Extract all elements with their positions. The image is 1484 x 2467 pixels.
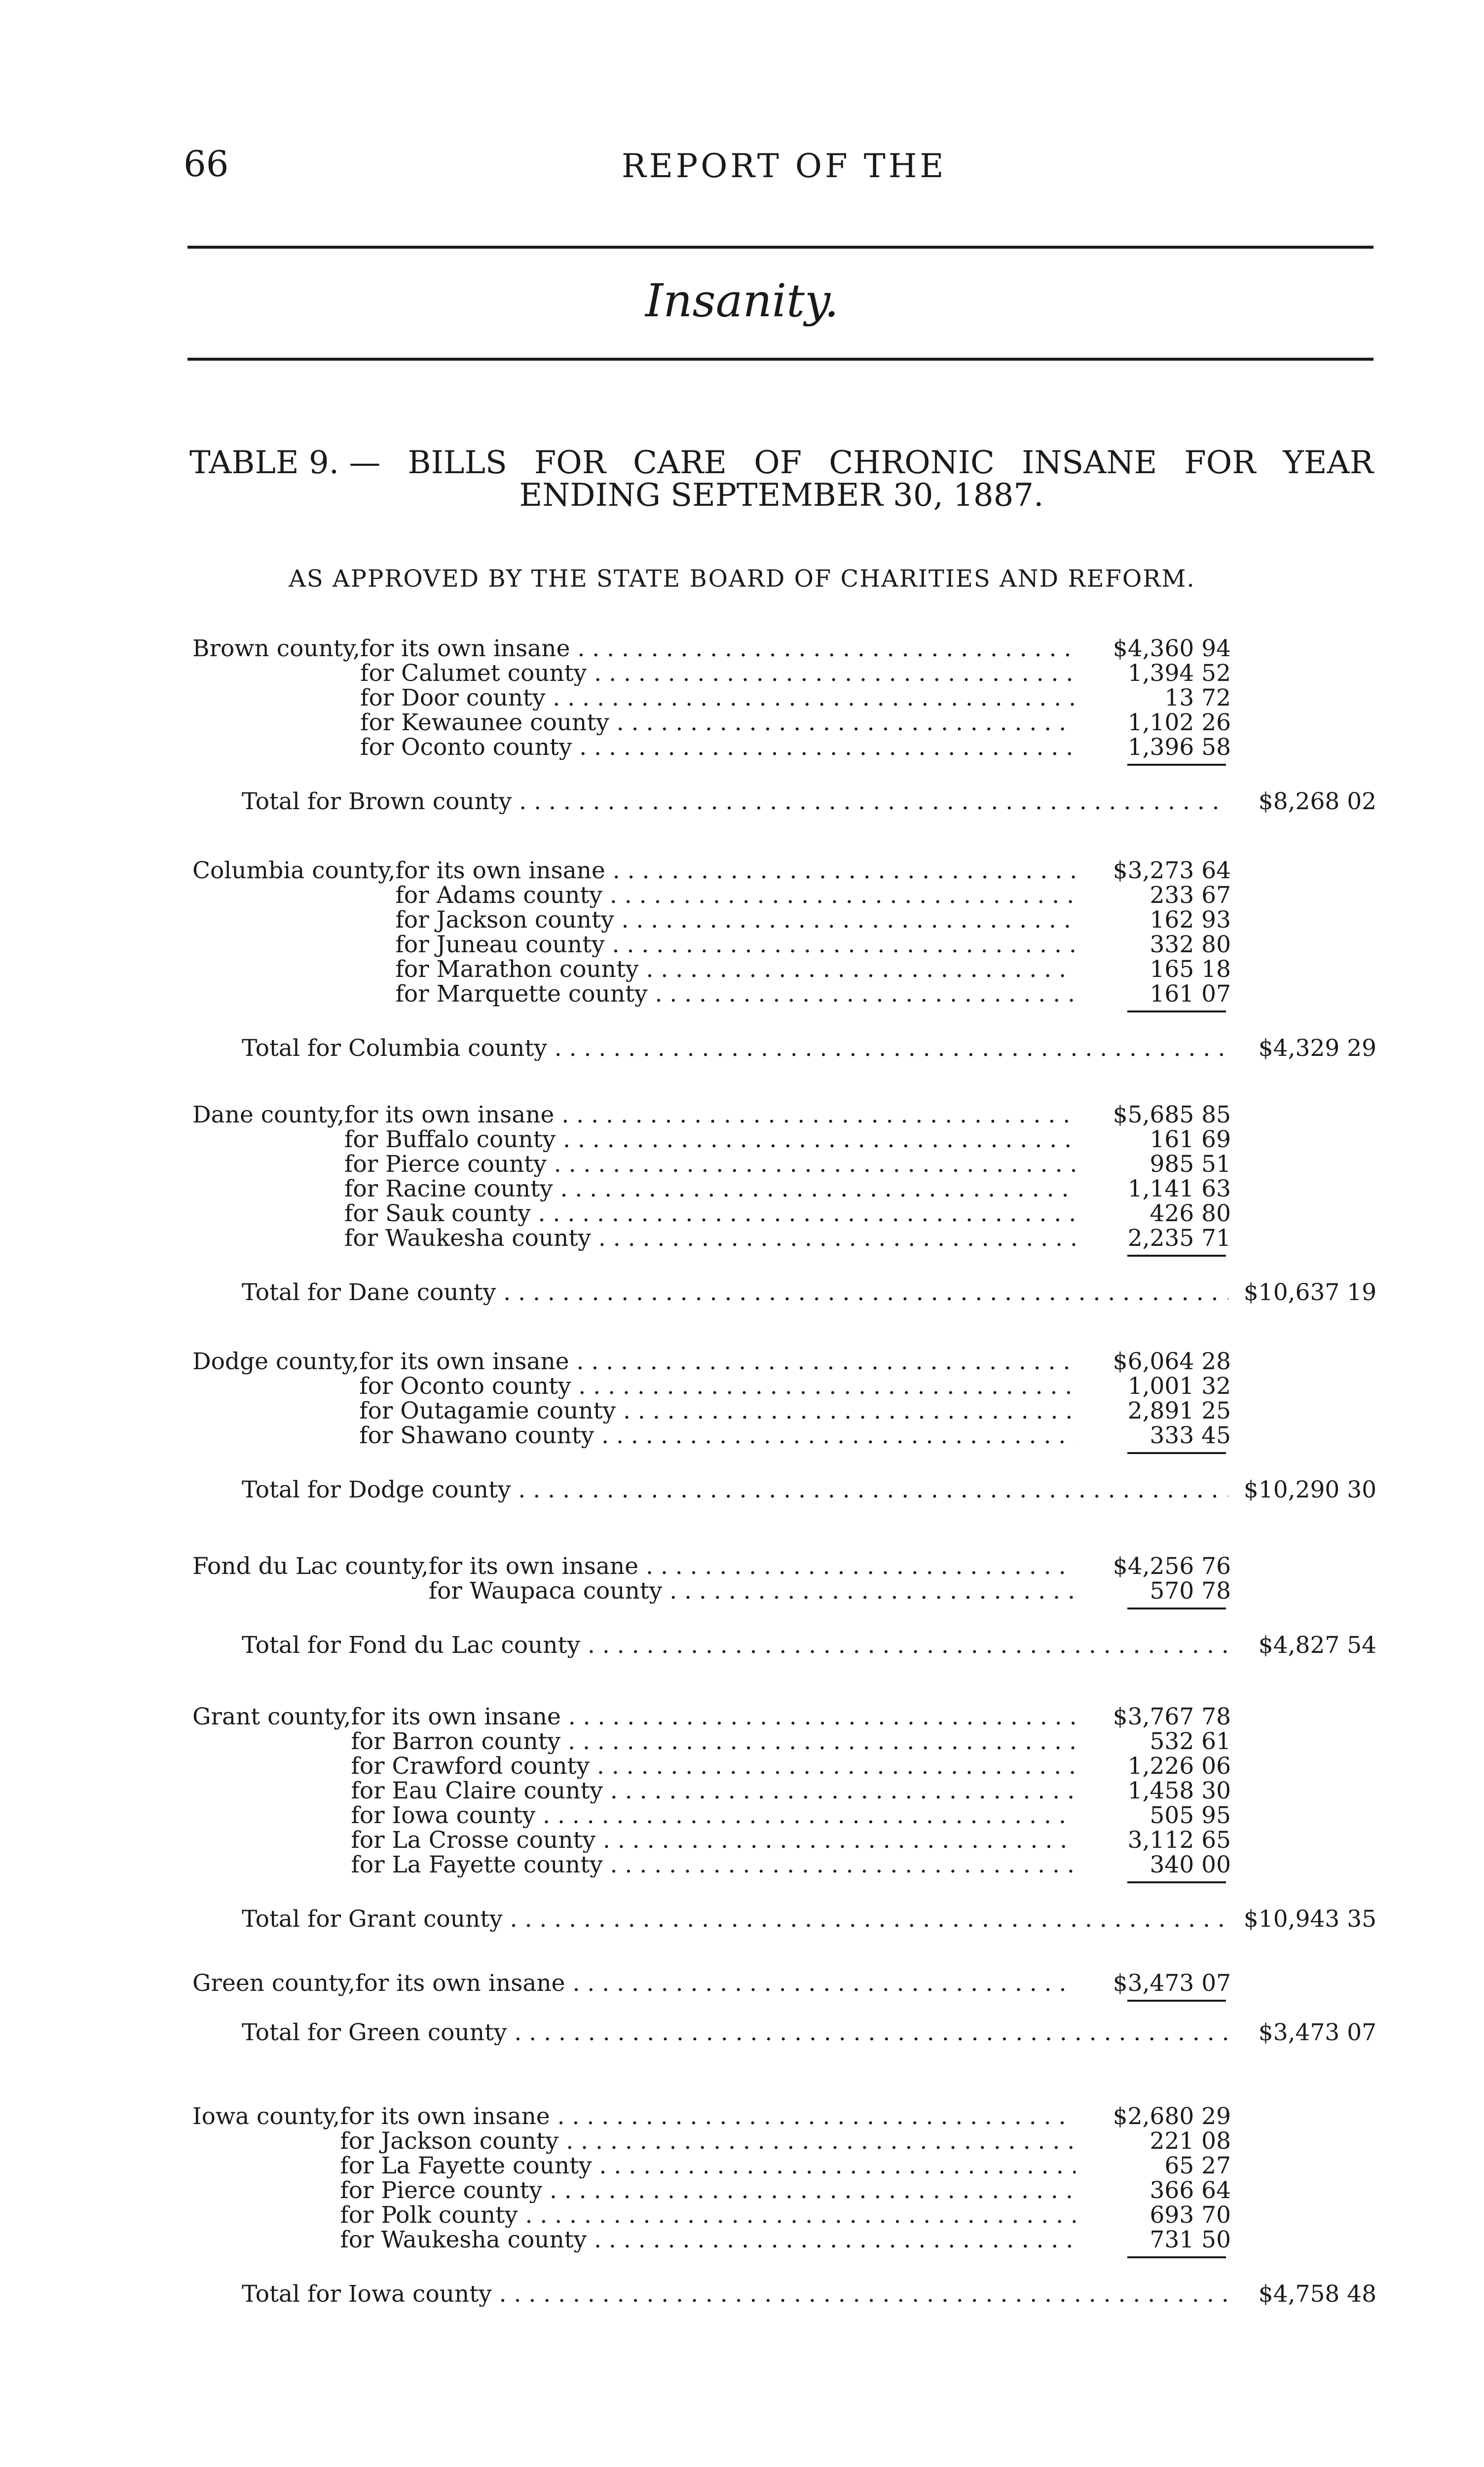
- county-line-item: [0, 661, 1484, 686]
- page-number: 66: [184, 143, 229, 185]
- county-line-item: [0, 1201, 1484, 1226]
- table-title-word: FOR: [1184, 445, 1256, 481]
- line-item-label: for Waupaca county . . .: [429, 1579, 1076, 1604]
- line-item-amount: $3,273 64: [1113, 857, 1231, 884]
- county-line-item: [0, 1127, 1484, 1152]
- line-item-amount: 1,001 32: [1127, 1373, 1231, 1400]
- county-name: Columbia county,: [192, 857, 396, 884]
- line-item-amount: $5,685 85: [1113, 1101, 1231, 1128]
- county-line-item: [0, 1579, 1484, 1604]
- line-item-amount: 1,394 52: [1127, 660, 1231, 687]
- total-label: Total for Columbia county . . .: [242, 1036, 1228, 1061]
- line-item-amount: 1,396 58: [1127, 734, 1231, 761]
- line-item-label: for Waukesha county . . .: [344, 1226, 1076, 1251]
- county-line-item: [0, 1729, 1484, 1754]
- county-total-row: [0, 1907, 1484, 1932]
- county-total-row: [0, 1478, 1484, 1502]
- line-item-label: for its own insane . . .: [359, 1349, 1076, 1374]
- county-line-item: [0, 1554, 1484, 1579]
- total-label: Total for Grant county . . .: [242, 1907, 1228, 1932]
- county-line-item: [0, 1152, 1484, 1177]
- line-item-label: for Oconto county . . .: [360, 735, 1076, 760]
- county-line-item: [0, 933, 1484, 957]
- line-item-label: for its own insane . . .: [351, 1705, 1076, 1729]
- county-total-row: [0, 1280, 1484, 1305]
- total-amount: $4,329 29: [1258, 1035, 1376, 1062]
- line-item-label: for La Crosse county . . .: [351, 1828, 1076, 1853]
- line-item-label: for Calumet county . . .: [360, 661, 1076, 686]
- table-subtitle: AS APPROVED BY THE STATE BOARD OF CHARITIES AND REFORM.: [289, 565, 1195, 593]
- table-title-word: BILLS: [408, 445, 507, 481]
- subtotal-rule: [1127, 1255, 1226, 1257]
- line-item-amount: 366 64: [1150, 2177, 1231, 2204]
- county-line-item: [0, 2203, 1484, 2228]
- county-line-item: [0, 1423, 1484, 1448]
- line-item-label: for Buffalo county . . .: [344, 1127, 1076, 1152]
- running-head: REPORT OF THE: [622, 147, 947, 185]
- line-item-label: for Door county . . .: [360, 686, 1076, 710]
- total-amount: $10,637 19: [1243, 1279, 1376, 1306]
- line-item-label: for its own insane . . .: [355, 1971, 1076, 1996]
- line-item-amount: $6,064 28: [1113, 1348, 1231, 1375]
- line-item-amount: 233 67: [1150, 882, 1231, 909]
- county-line-item: [0, 1177, 1484, 1201]
- line-item-amount: 570 78: [1150, 1577, 1231, 1605]
- line-item-label: for Waukesha county . . .: [340, 2228, 1076, 2252]
- line-item-label: for Racine county . . .: [344, 1177, 1076, 1201]
- subtotal-rule: [1127, 1881, 1226, 1883]
- line-item-label: for La Fayette county . . .: [340, 2154, 1076, 2178]
- county-total-row: [0, 1036, 1484, 1061]
- line-item-amount: $4,360 94: [1113, 635, 1231, 662]
- county-line-item: [0, 1971, 1484, 1996]
- table-title-word: CHRONIC: [829, 445, 995, 481]
- subtotal-rule: [1127, 1452, 1226, 1454]
- line-item-amount: 505 95: [1150, 1802, 1231, 1829]
- line-item-amount: 221 08: [1150, 2128, 1231, 2155]
- line-item-label: for Marathon county . . .: [396, 957, 1076, 982]
- county-total-row: [0, 2282, 1484, 2307]
- total-label: Total for Green county . . .: [242, 2020, 1228, 2045]
- subtotal-rule: [1127, 2000, 1226, 2002]
- line-item-label: for its own insane . . .: [396, 859, 1076, 883]
- line-item-label: for Marquette county . . .: [396, 982, 1076, 1007]
- line-item-amount: 1,102 26: [1127, 709, 1231, 736]
- line-item-amount: $3,767 78: [1113, 1703, 1231, 1730]
- line-item-amount: 1,141 63: [1127, 1175, 1231, 1202]
- line-item-amount: 532 61: [1150, 1728, 1231, 1755]
- line-item-amount: 2,891 25: [1127, 1397, 1231, 1424]
- line-item-label: for Sauk county . . .: [344, 1201, 1076, 1226]
- line-item-amount: 13 72: [1164, 684, 1231, 711]
- line-item-label: for Barron county . . .: [351, 1729, 1076, 1754]
- line-item-label: for Outagamie county . . .: [359, 1399, 1076, 1423]
- line-item-label: for Eau Claire county . . .: [351, 1779, 1076, 1803]
- line-item-amount: 3,112 65: [1127, 1827, 1231, 1854]
- line-item-label: for Adams county . . .: [396, 883, 1076, 908]
- county-line-item: [0, 1103, 1484, 1127]
- county-line-item: [0, 957, 1484, 982]
- line-item-label: for Jackson county . . .: [340, 2129, 1076, 2154]
- county-line-item: [0, 2104, 1484, 2129]
- county-line-item: [0, 2154, 1484, 2178]
- line-item-amount: 340 00: [1150, 1851, 1231, 1878]
- line-item-label: for Iowa county . . .: [351, 1803, 1076, 1828]
- county-name: Dodge county,: [192, 1348, 360, 1375]
- total-amount: $4,758 48: [1258, 2280, 1376, 2308]
- line-item-amount: $4,256 76: [1113, 1553, 1231, 1580]
- table-title-word: INSANE: [1022, 445, 1157, 481]
- county-name: Fond du Lac county,: [192, 1553, 429, 1580]
- county-name: Grant county,: [192, 1703, 351, 1730]
- line-item-amount: 1,458 30: [1127, 1777, 1231, 1804]
- total-label: Total for Brown county . . .: [242, 789, 1228, 814]
- line-item-amount: 333 45: [1150, 1422, 1231, 1449]
- county-line-item: [0, 883, 1484, 908]
- county-line-item: [0, 908, 1484, 933]
- table-title-line2: ENDING SEPTEMBER 30, 1887.: [519, 477, 1044, 514]
- total-amount: $10,290 30: [1243, 1476, 1376, 1503]
- county-name: Green county,: [192, 1970, 356, 1997]
- county-total-row: [0, 2020, 1484, 2045]
- county-line-item: [0, 1399, 1484, 1423]
- total-amount: $8,268 02: [1258, 788, 1376, 815]
- line-item-label: for Polk county . . .: [340, 2203, 1076, 2228]
- county-line-item: [0, 1705, 1484, 1729]
- line-item-label: for Pierce county . . .: [340, 2178, 1076, 2203]
- line-item-amount: 2,235 71: [1127, 1225, 1231, 1252]
- line-item-amount: 65 27: [1164, 2152, 1231, 2179]
- section-title: Insanity.: [645, 274, 839, 327]
- county-line-item: [0, 1754, 1484, 1779]
- line-item-amount: 161 07: [1150, 980, 1231, 1008]
- total-label: Total for Dane county . . .: [242, 1280, 1228, 1305]
- line-item-label: for Kewaunee county . . .: [360, 710, 1076, 735]
- line-item-amount: 693 70: [1150, 2202, 1231, 2229]
- county-line-item: [0, 2178, 1484, 2203]
- county-name: Brown county,: [192, 635, 361, 662]
- county-name: Iowa county,: [192, 2103, 340, 2130]
- county-line-item: [0, 1779, 1484, 1803]
- line-item-label: for Crawford county . . .: [351, 1754, 1076, 1779]
- subtotal-rule: [1127, 764, 1226, 766]
- subtotal-rule: [1127, 1607, 1226, 1609]
- total-label: Total for Dodge county . . .: [242, 1478, 1228, 1502]
- line-item-label: for its own insane . . .: [360, 636, 1076, 661]
- line-item-label: for Jackson county . . .: [396, 908, 1076, 933]
- line-item-amount: 731 50: [1150, 2226, 1231, 2253]
- line-item-amount: 1,226 06: [1127, 1753, 1231, 1780]
- county-line-item: [0, 2129, 1484, 2154]
- line-item-amount: 162 93: [1150, 906, 1231, 934]
- county-total-row: [0, 789, 1484, 814]
- subtotal-rule: [1127, 1010, 1226, 1012]
- county-line-item: [0, 859, 1484, 883]
- table-title-word: OF: [754, 445, 802, 481]
- county-line-item: [0, 1226, 1484, 1251]
- line-item-label: for Juneau county . . .: [396, 933, 1076, 957]
- line-item-amount: $2,680 29: [1113, 2103, 1231, 2130]
- line-item-amount: $3,473 07: [1113, 1970, 1231, 1997]
- line-item-amount: 332 80: [1150, 931, 1231, 958]
- total-label: Total for Iowa county . . .: [242, 2282, 1228, 2307]
- county-line-item: [0, 1374, 1484, 1399]
- county-total-row: [0, 1633, 1484, 1658]
- line-item-amount: 426 80: [1150, 1200, 1231, 1227]
- county-line-item: [0, 982, 1484, 1007]
- line-item-label: for its own insane . . .: [429, 1554, 1076, 1579]
- table-label: TABLE 9. —: [189, 445, 381, 481]
- line-item-label: for Shawano county . . .: [359, 1423, 1076, 1448]
- line-item-label: for its own insane . . .: [344, 1103, 1076, 1127]
- table-title-word: YEAR: [1283, 445, 1373, 481]
- county-line-item: [0, 735, 1484, 760]
- total-label: Total for Fond du Lac county . . .: [242, 1633, 1228, 1658]
- county-line-item: [0, 710, 1484, 735]
- total-amount: $3,473 07: [1258, 2019, 1376, 2046]
- total-amount: $4,827 54: [1258, 1632, 1376, 1659]
- table-title-word: CARE: [633, 445, 727, 481]
- county-line-item: [0, 636, 1484, 661]
- line-item-label: for Oconto county . . .: [359, 1374, 1076, 1399]
- subtotal-rule: [1127, 2256, 1226, 2258]
- county-line-item: [0, 686, 1484, 710]
- total-amount: $10,943 35: [1243, 1906, 1376, 1933]
- county-name: Dane county,: [192, 1101, 345, 1128]
- line-item-label: for La Fayette county . . .: [351, 1853, 1076, 1877]
- county-line-item: [0, 1349, 1484, 1374]
- line-item-amount: 161 69: [1150, 1126, 1231, 1153]
- line-item-amount: 985 51: [1150, 1151, 1231, 1178]
- county-line-item: [0, 1853, 1484, 1877]
- county-line-item: [0, 2228, 1484, 2252]
- line-item-label: for its own insane . . .: [340, 2104, 1076, 2129]
- line-item-label: for Pierce county . . .: [344, 1152, 1076, 1177]
- table-title-word: FOR: [534, 445, 606, 481]
- line-item-amount: 165 18: [1150, 956, 1231, 983]
- county-line-item: [0, 1828, 1484, 1853]
- county-line-item: [0, 1803, 1484, 1828]
